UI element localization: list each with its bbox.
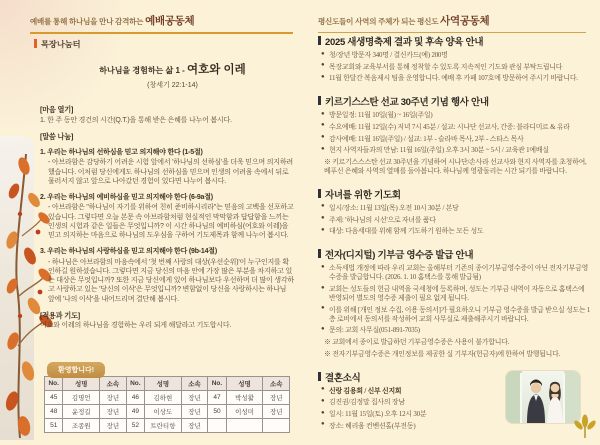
announcement-line-text: 신랑 김용희 / 신부 신지희: [329, 387, 402, 395]
wedding-couple-illustration: [506, 371, 580, 423]
bullet-dot-icon: ●: [321, 263, 325, 270]
announcement-bullet: [318, 387, 495, 396]
announcement-line-text: 장소: 헤리움 컨벤션홀(부전동): [329, 422, 416, 430]
newcomers-cell: 장년: [263, 405, 290, 419]
newcomers-column-header: 소속: [263, 377, 290, 391]
announcement-line-text: 현지 사역자들과의 만남: 11월 16일(주일) 오후 3시 30분 ~ 5시 / 교육관 1예배실: [329, 147, 549, 155]
newcomers-cell: 52: [126, 419, 144, 433]
word-sharing-label: [말씀 나눔]: [40, 131, 74, 141]
bullet-dot-icon: ●: [321, 122, 325, 129]
bullet-dot-icon: ●: [321, 226, 325, 233]
bullet-dot-icon: ●: [321, 325, 325, 332]
bullet-dot-icon: ●: [321, 215, 325, 222]
announcement-bullet: [318, 398, 495, 407]
newcomers-table-row: [45, 405, 290, 419]
newcomers-column-header: 성명: [145, 377, 182, 391]
apply-pray-text: 여호와 이레의 하나님을 경험하는 우리 되게 해달라고 기도합시다.: [40, 322, 232, 330]
left-header-emphasis: 예배공동체: [145, 15, 195, 27]
announcement-title-text: 자녀를 위한 기도회: [325, 189, 401, 201]
announcement-bullet: [318, 227, 592, 236]
announcement-section: [318, 94, 592, 176]
dark-bar-icon: [318, 372, 321, 381]
mokjang-section-label: 목장나눔터: [34, 39, 81, 50]
dark-bar-icon: [318, 189, 321, 198]
announcement-bullet: [318, 285, 592, 303]
announcement-bullet: [318, 216, 592, 225]
newcomers-cell: [263, 419, 290, 433]
announcement-section-title: [318, 187, 592, 201]
announcement-title-text: 2025 새생명축제 결과 및 후속 양육 안내: [325, 37, 484, 48]
small-group-guide: [40, 105, 294, 330]
dark-bar-icon: [318, 249, 321, 258]
bullet-dot-icon: ●: [321, 203, 325, 210]
newcomers-cell: 이상도: [145, 405, 182, 419]
newcomers-cell: 트란티항: [145, 419, 182, 433]
newcomers-cell: 48: [45, 405, 63, 419]
bullet-dot-icon: ●: [321, 145, 325, 152]
announcement-bullet: [318, 204, 592, 213]
discussion-point-body: - 하나님은 아브라함의 마음속에서 '첫 번째 사랑의 대상(우선순위)'이 누구인지를 확인하길 원하셨습니다. 그렇다면 지금 당신의 마음 안에 가장 많은 부분을 차지하고 있는 대상은 무엇입니까? 또한 지금 당신에게 있어 하나님보다 우선하며 더 많이 생각하고 사랑하고 있는 '당신의 이삭'은 무엇입니까? 변함없이 당신을 사랑하시는 하나님 앞에 '나의 이삭'을 내어드리며 결단해 봅시다.: [48, 258, 294, 303]
announcement-bullet: [318, 264, 592, 282]
apply-pray-label: [적용과 기도]: [40, 310, 80, 320]
announcement-section: [318, 247, 592, 358]
orange-bar-icon: [34, 39, 37, 48]
announcement-section: [318, 34, 592, 83]
sermon-series-title: 하나님을 경험하는 삶 1 -: [99, 66, 188, 75]
newcomers-cell: 김명언: [63, 391, 100, 405]
word-sharing-items: [40, 148, 294, 304]
newcomers-column-header: No.: [45, 377, 63, 391]
bullet-dot-icon: ●: [321, 73, 325, 80]
announcement-section: [318, 187, 592, 236]
discussion-point-heading: 1. 우리는 하나님의 선하심을 믿고 의지해야 한다 (1-5절): [40, 149, 203, 157]
announcement-bullet: [318, 422, 495, 431]
discussion-point-body: - 아브라함은 감당하기 어려운 시험 앞에서 '하나님의 선하심'을 더욱 믿으며 의지하려 했습니다. 이처럼 당신에게도 하나님의 선하심을 믿으며 인생의 어려움 속에서 뒤로 물러서지 않고 앞으로 나아갔던 경험이 있다면 나누어 봅시다.: [48, 159, 293, 185]
welcome-badge: 환영합니다!: [47, 362, 105, 378]
gold-flower-decoration-icon: [573, 413, 597, 439]
newcomers-table-header: [45, 377, 290, 391]
bulletin-left-page: [0, 0, 300, 440]
right-header-prefix: 평신도들이 사역의 주체가 되는 평신도: [318, 17, 441, 26]
newcomers-table-row: [45, 419, 290, 433]
newcomers-cell: 장년: [181, 405, 207, 419]
heart-opening-text: 1. 한 주 동안 경건의 시간(Q.T.)을 통해 받은 은혜를 나누어 봅시다.: [40, 116, 232, 124]
left-page-header: [30, 11, 293, 34]
announcement-line-text: 소득세법 개정에 따라 우리 교회는 올해부터 기존의 종이기부금영수증이 아닌 전자기부금영수증을 발급합니다. (2026. 1. 10 홈택스를 통해 발급됨): [329, 265, 589, 282]
announcement-section-title: [318, 94, 592, 108]
newcomers-cell: 장년: [100, 391, 126, 405]
announcement-bullet: [318, 51, 592, 60]
announcement-title-text: 전자(디지털) 기부금 영수증 발급 안내: [325, 250, 474, 262]
newcomers-column-header: 성명: [226, 377, 263, 391]
announcement-line-text: 이를 위해 [개인 정보 수집, 이용 동의서]가 필요하오니 기부금 영수증을 발급 받으실 성도는 1층 로비에서 동의서를 작성하여 교회 사무실로 제출해주시기 바랍니다.: [329, 306, 591, 323]
newcomers-cell: 46: [126, 391, 144, 405]
announcement-line-text: 일시/장소: 11월 13일(목) 오전 10시 30분 / 본당: [329, 204, 459, 212]
announcement-line-text: 교회는 성도들의 헌금 내역을 국세청에 등록하며, 성도는 기부금 내역이 자동으로 홈택스에 반영되어 별도의 영수증 제출이 필요 없게 됩니다.: [329, 286, 585, 303]
announcement-title-text: 키르기스스탄 선교 30주년 기념 행사 안내: [325, 97, 489, 109]
newcomers-cell: [226, 419, 263, 433]
announcement-line-text: ※ 교회에서 종이로 발급하던 기부금영수증은 사용이 불가합니다.: [324, 339, 510, 347]
discussion-point-heading: 3. 우리는 하나님의 사랑하심을 믿고 의지해야 한다 (9b-14절): [40, 248, 218, 256]
announcement-line-text: 목장교회와 교육부서를 통해 정착할 수 있도록 지속적인 기도와 관심 부탁드립니다: [329, 63, 563, 71]
announcement-line-text: 방문일정: 11월 10일(월) ~ 16일(주일): [329, 112, 433, 120]
announcement-section-title: [318, 247, 592, 261]
bullet-dot-icon: ●: [321, 134, 325, 141]
newcomers-cell: 장년: [263, 391, 290, 405]
newcomers-cell: 45: [45, 391, 63, 405]
autumn-branch-photo: [0, 136, 34, 440]
dark-bar-icon: [318, 96, 321, 105]
announcement-bullet: [318, 74, 592, 83]
announcement-bullet: [318, 135, 592, 144]
newcomers-cell: 조종원: [63, 419, 100, 433]
newcomers-column-header: No.: [126, 377, 144, 391]
announcement-bullet: [318, 146, 592, 155]
right-page-header: [318, 11, 586, 33]
announcement-title-text: 결혼소식: [325, 372, 361, 384]
announcement-bullet: [318, 306, 592, 324]
announcement-line-text: 대상: 다음세대를 위해 함께 기도하기 원하는 모든 성도: [329, 228, 484, 236]
announcement-note: [318, 158, 592, 176]
newcomers-column-header: 성명: [63, 377, 100, 391]
announcement-bullet: [318, 63, 592, 72]
bullet-dot-icon: ●: [321, 409, 325, 416]
announcement-line-text: ※ 키르기스스스탄 선교 30주년을 기념하여 시나단/손사라 선교사와 현지 사역자를 초청하여, 베푸신 은혜와 사역의 열매를 돌아봅니다. 하나님께 영광돌리는 시간 되기를 바랍니다.: [324, 158, 587, 175]
heart-opening-label: [마음 열기]: [40, 105, 74, 114]
bullet-dot-icon: ●: [321, 305, 325, 312]
announcement-line-text: 청/장년 방문자 340명 / 결신카드(예) 200명: [329, 52, 448, 59]
dark-bar-icon: [318, 36, 321, 45]
newcomers-column-header: 소속: [181, 377, 207, 391]
bullet-dot-icon: ●: [321, 421, 325, 428]
newcomers-cell: 51: [45, 419, 63, 433]
bullet-dot-icon: ●: [321, 110, 325, 117]
sermon-main-title: 여호와 이레: [187, 64, 246, 76]
discussion-point-body: - 아브라함은 "하나님이 자기를 위하여 친히 준비하시리라"는 믿음의 고백을 선포하고 있습니다. 그렇다면 오늘 본문 속 아브라함처럼 현실적인 막막함과 답답함을 느끼는 인생의 시험과 같은 일들은 무엇입니까? 이 시간 하나님의 예비하심(여호와 이레)을 믿고 의지하는 마음으로 하나님의 도우심을 구하여 기도제목과 함께 나누어 봅시다.: [48, 204, 294, 240]
announcement-note: [318, 338, 592, 347]
newcomers-cell: 장년: [100, 419, 126, 433]
newcomers-cell: [208, 419, 226, 433]
newcomers-cell: 윤정길: [63, 405, 100, 419]
announcement-section-title: [318, 34, 592, 48]
bullet-dot-icon: ●: [321, 284, 325, 291]
bullet-dot-icon: ●: [321, 397, 325, 404]
welcome-newcomers-block: [44, 359, 290, 433]
newcomers-column-header: 소속: [100, 377, 126, 391]
announcement-line-text: 문의: 교회 사무실(051-891-7035): [329, 327, 420, 335]
announcement-line-text: 감사예배: 11월 16일(주일) / 설교: 1부 - 슬라바 목사, 2부 - 스타스 목사: [329, 135, 524, 143]
announcement-bullet: [318, 410, 495, 419]
bullet-dot-icon: ●: [321, 386, 325, 393]
discussion-point-heading: 2. 우리는 하나님의 예비하심을 믿고 의지해야 한다 (6-9a절): [40, 194, 213, 202]
announcement-line-text: 수요예배: 11월 12일(수) 저녁 7시 45분 / 설교: 시나단 선교사, 간증: 블라디미르 & 유라: [329, 123, 570, 131]
newcomers-cell: 김하현: [145, 391, 182, 405]
newcomers-table-row: [45, 391, 290, 405]
newcomers-cell: 장년: [181, 391, 207, 405]
sermon-title-block: [55, 60, 290, 90]
announcement-line-text: ※ 전자기부금영수증은 개인정보를 제공한 실 기부자(헌금자)에 한하여 발행됩니다.: [324, 350, 561, 358]
announcement-line-text: 11월 한달간 복음제시 팀을 운영합니다. 예배 후 카페 107호에 방문하여 주시기 바랍니다.: [329, 75, 578, 83]
left-header-prefix: 예배를 통해 하나님을 만나 감격하는: [30, 17, 146, 26]
newcomers-cell: 47: [208, 391, 226, 405]
right-header-emphasis: 사역공동체: [440, 15, 490, 27]
newcomers-cell: 박성활: [226, 391, 263, 405]
newcomers-cell: 49: [126, 405, 144, 419]
sermon-scripture-reference: (창세기 22:1-14): [147, 82, 198, 89]
announcement-bullet: [318, 326, 592, 335]
newcomers-table: [44, 376, 290, 433]
bullet-dot-icon: ●: [321, 62, 325, 69]
announcement-section: [318, 370, 592, 431]
newcomers-cell: 이성미: [226, 405, 263, 419]
wedding-couple-photo: [506, 371, 580, 423]
announcements-list: [318, 34, 592, 442]
announcement-bullet: [318, 111, 592, 120]
bullet-dot-icon: ●: [321, 50, 325, 57]
newcomers-cell: 장년: [181, 419, 207, 433]
announcement-note: [318, 350, 592, 359]
announcement-line-text: 일시: 11월 15일(토) 오후 12시 30분: [329, 411, 427, 419]
announcement-line-text: 김진권/김정말 집사의 장남: [329, 399, 405, 407]
announcement-line-text: 주제: '하나님의 시선'으로 자녀를 품다: [329, 216, 436, 224]
newcomers-column-header: No.: [208, 377, 226, 391]
bulletin-right-page: [300, 0, 600, 440]
newcomers-cell: 장년: [100, 405, 126, 419]
newcomers-cell: 50: [208, 405, 226, 419]
announcement-bullet: [318, 123, 592, 132]
